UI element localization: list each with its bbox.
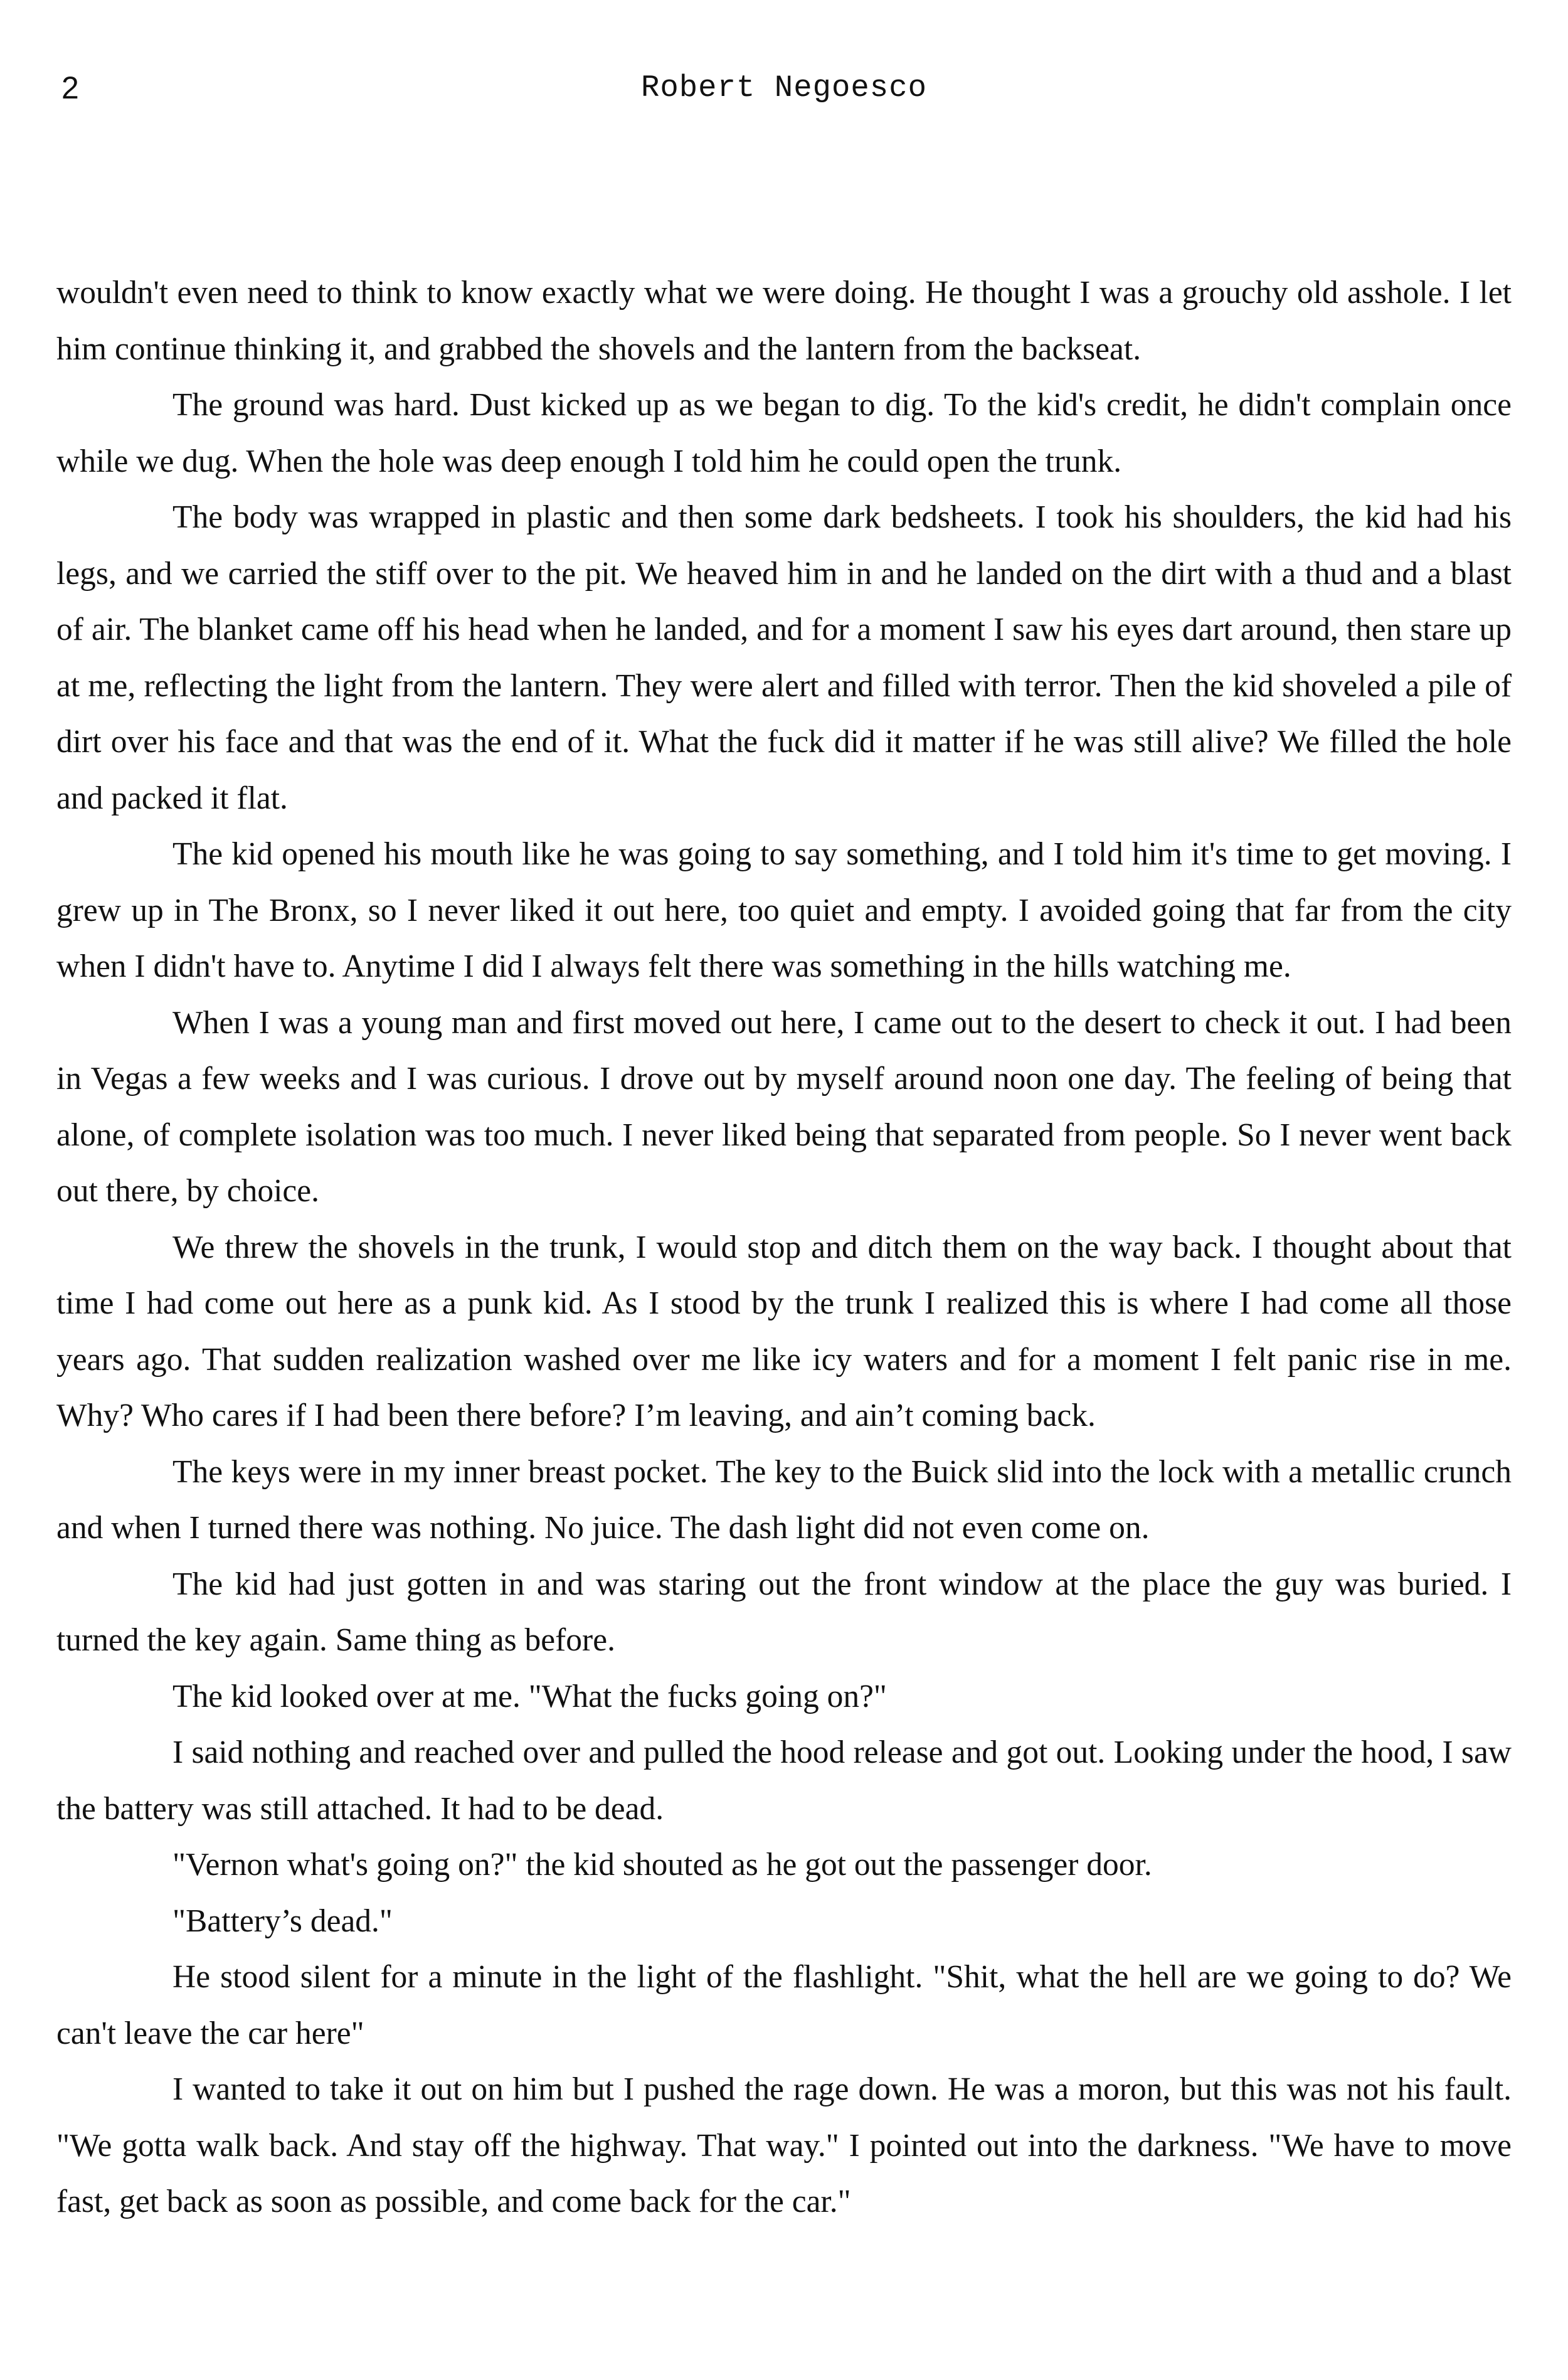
running-head-author: Robert Negoesco [640, 70, 928, 105]
paragraph: When I was a young man and first moved out here, I came out to the desert to check it out. I had been in Vegas a few weeks and I was curious. I drove out by myself around noon one day. The feeling of being that alone, of complete isolation was too much. I never liked being that separated from people. So I never went back out there, by choice. [56, 1004, 1512, 1209]
paragraph: I wanted to take it out on him but I pushed the rage down. He was a moron, but this was not his fault. "We gotta walk back. And stay off the highway. That way." I pointed out into the darkness. "We have to move fast, get back as soon as possible, and come back for the car." [56, 2071, 1512, 2219]
paragraph: The kid opened his mouth like he was going to say something, and I told him it's time to get moving. I grew up in The Bronx, so I never liked it out here, too quiet and empty. I avoided going that far from the city when I didn't have to. Anytime I did I always felt there was something in the hills watching me. [56, 836, 1512, 984]
paragraph: The ground was hard. Dust kicked up as we began to dig. To the kid's credit, he didn't complain once while we dug. When the hole was deep enough I told him he could open the trunk. [56, 387, 1512, 479]
paragraph: The body was wrapped in plastic and then some dark bedsheets. I took his shoulders, the kid had his legs, and we carried the stiff over to the pit. We heaved him in and he landed on the dirt with a thud and a blast of air. The blanket came off his head when he landed, and for a moment I saw his eyes dart around, then stare up at me, reflecting the light from the lantern. They were alert and filled with terror. Then the kid shoveled a pile of dirt over his face and that was the end of it. What the fuck did it matter if he was still alive? We filled the hole and packed it flat. [56, 499, 1512, 816]
paragraph: He stood silent for a minute in the light of the flashlight. "Shit, what the hell are we going to do? We can't leave the car here" [56, 1959, 1512, 2051]
paragraph: "Battery’s dead." [172, 1903, 393, 1939]
page-number: 2 [61, 70, 79, 105]
paragraph: "Vernon what's going on?" the kid shouted as he got out the passenger door. [172, 1847, 1152, 1883]
paragraph: I said nothing and reached over and pulled the hood release and got out. Looking under the hood, I saw the battery was still attached. It had to be dead. [56, 1735, 1512, 1827]
page-header [0, 63, 1568, 113]
body-text [56, 265, 1512, 2230]
paragraph: The kid had just gotten in and was staring out the front window at the place the guy was buried. I turned the key again. Same thing as before. [56, 1566, 1512, 1658]
paragraph: wouldn't even need to think to know exactly what we were doing. He thought I was a grouchy old asshole. I let him continue thinking it, and grabbed the shovels and the lantern from the backseat. [56, 275, 1512, 367]
paragraph: The keys were in my inner breast pocket. The key to the Buick slid into the lock with a metallic crunch and when I turned there was nothing. No juice. The dash light did not even come on. [56, 1453, 1512, 1546]
paragraph: We threw the shovels in the trunk, I would stop and ditch them on the way back. I thought about that time I had come out here as a punk kid. As I stood by the trunk I realized this is where I had come all those years ago. That sudden realization washed over me like icy waters and for a moment I felt panic rise in me. Why? Who cares if I had been there before? I’m leaving, and ain’t coming back. [56, 1229, 1512, 1433]
paragraph: The kid looked over at me. "What the fucks going on?" [172, 1678, 887, 1714]
